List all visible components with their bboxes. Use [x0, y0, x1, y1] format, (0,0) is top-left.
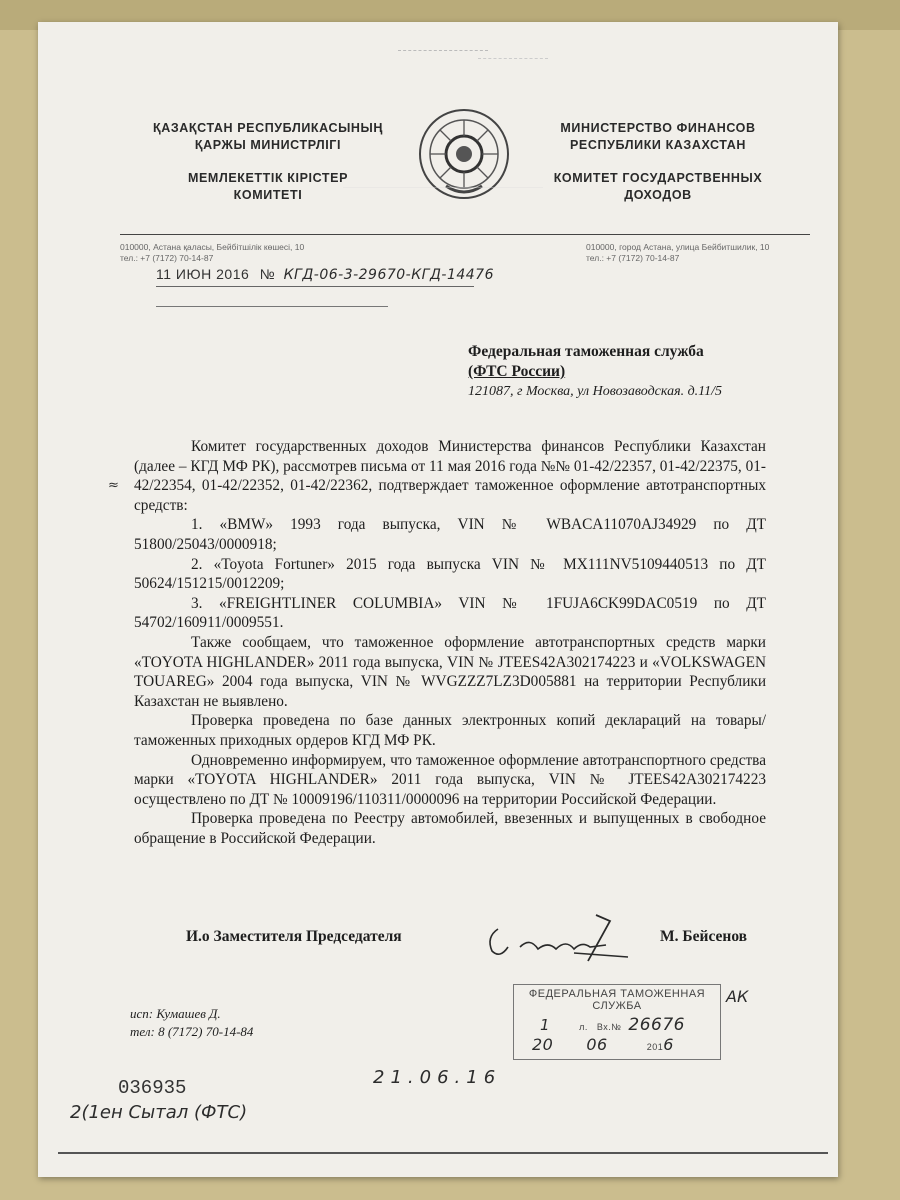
- margin-mark: ≈: [108, 478, 119, 493]
- executor-name: исп: Кумашев Д.: [130, 1006, 221, 1021]
- stamp-year-suffix: 6: [663, 1035, 674, 1054]
- paragraph-russia-clearance: Одновременно информируем, что таможенное оформление автотранспортного средства марки «TOYOTA HIGHLANDER» 2011 года выпуска, VIN № JTEES42A302174223 осуществлено по ДТ № 10009196/110311/0000096 на территории Российской Федерации.: [134, 751, 766, 808]
- doc-date-line: [156, 266, 494, 283]
- stamp-number-row: 1 л. Вх.№ 26676: [540, 1015, 686, 1035]
- right-address: 010000, город Астана, улица Бейбитшилик, 10 тел.: +7 (7172) 70-14-87: [586, 242, 770, 263]
- top-scan-mark-2: [478, 58, 548, 59]
- addressee-block: [468, 342, 798, 401]
- handwritten-receipt-date: 21.06.16: [373, 1067, 502, 1088]
- addressee-short: (ФТС России): [468, 363, 566, 380]
- left-address: 010000, Астана қаласы, Бейбітшілік көшесі, 10 тел.: +7 (7172) 70-14-87: [120, 242, 305, 263]
- header-right-committee: КОМИТЕТ ГОСУДАРСТВЕННЫХ ДОХОДОВ: [553, 171, 763, 202]
- doc-date: 11 ИЮН 2016: [156, 266, 250, 282]
- doc-number-label: №: [259, 266, 276, 282]
- handwritten-signature: [478, 907, 638, 967]
- bottom-rule: [58, 1152, 828, 1154]
- paragraph-check-base: Проверка проведена по базе данных электронных копий деклараций на товары/таможенных приходных ордеров КГД МФ РК.: [134, 712, 766, 749]
- stamp-service: СЛУЖБА: [592, 1000, 642, 1012]
- stamp-org: ФЕДЕРАЛЬНАЯ ТАМОЖЕННАЯ: [528, 988, 706, 1000]
- header-divider: [120, 234, 810, 235]
- paragraph-check-registry: Проверка проведена по Реестру автомобилей, ввезенных и выпущенных в свободное обращение в Российской Федерации.: [134, 810, 766, 847]
- letter-body: [134, 437, 766, 848]
- doc-number: КГД-06-3-29670-КГД-14476: [283, 267, 494, 283]
- stamp-in-label: Вх.№: [596, 1022, 622, 1032]
- header-left-ministry: ҚАЗАҚСТАН РЕСПУБЛИКАСЫНЫҢ ҚАРЖЫ МИНИСТРЛІГІ: [152, 121, 384, 152]
- stamp-day: 20: [532, 1035, 554, 1054]
- handwritten-note: 2(1ен Сытал (ФТС): [70, 1102, 248, 1123]
- vehicle-item-3: 3. «FREIGHTLINER COLUMBIA» VIN № 1FUJA6CK99DAC0519 по ДТ 54702/160911/0009551.: [134, 594, 766, 632]
- signatory-title: И.о Заместителя Председателя: [186, 928, 402, 945]
- addressee-address: 121087, г Москва, ул Новозаводская. д.11/5: [468, 384, 723, 399]
- doc-date-underline: [156, 286, 268, 287]
- header-left-committee: МЕМЛЕКЕТТІК КІРІСТЕР КОМИТЕТІ: [187, 171, 349, 202]
- stamp-side-mark: АК: [726, 987, 749, 1006]
- top-scan-mark: [398, 50, 488, 51]
- registration-number: 036935: [118, 1077, 187, 1099]
- stamp-year-prefix: 201: [646, 1042, 664, 1052]
- vehicle-item-2: 2. «Toyota Fortuner» 2015 года выпуска VIN № MX111NV5109440513 по ДТ 50624/151215/0012209;: [134, 555, 766, 593]
- doc-number-underline: [256, 286, 474, 287]
- stamp-in-number: 26676: [628, 1015, 686, 1035]
- stamp-date-row: [522, 1035, 712, 1054]
- addressee-name: Федеральная таможенная служба: [468, 343, 704, 360]
- paragraph-not-found: Также сообщаем, что таможенное оформление автотранспортных средств марки «TOYOTA HIGHLANDER» 2011 года выпуска, VIN № JTEES42A302174223 и «VOLKSWAGEN TOUAREG» 2004 года выпуска, VIN № WVGZZZ7LZ3D005881 на территории Республики Казахстан не выявлено.: [134, 633, 766, 710]
- faint-stamp-text: [343, 187, 543, 210]
- document-page: [38, 22, 838, 1177]
- vehicle-item-1: 1. «BMW» 1993 года выпуска, VIN № WBACA11070AJ34929 по ДТ 51800/25043/0000918;: [134, 516, 766, 553]
- stamp-month: 06: [586, 1035, 608, 1054]
- signatory-name: М. Бейсенов: [660, 928, 748, 945]
- incoming-stamp: [513, 984, 721, 1060]
- header-right-ministry: МИНИСТЕРСТВО ФИНАНСОВ РЕСПУБЛИКИ КАЗАХСТАН: [560, 121, 756, 152]
- executor-block: [130, 1005, 253, 1041]
- intro-paragraph: Комитет государственных доходов Министерства финансов Республики Казахстан (далее – КГД МФ РК), рассмотрев письма от 11 мая 2016 года №№ 01-42/22357, 01-42/22375, 01-42/22354, 01-42/22352, 01-42/22362, подтверждает таможенное оформление автотранспортных средств:: [134, 438, 766, 514]
- executor-phone: тел: 8 (7172) 70-14-84: [130, 1024, 254, 1039]
- header-secondary-line: [156, 306, 388, 307]
